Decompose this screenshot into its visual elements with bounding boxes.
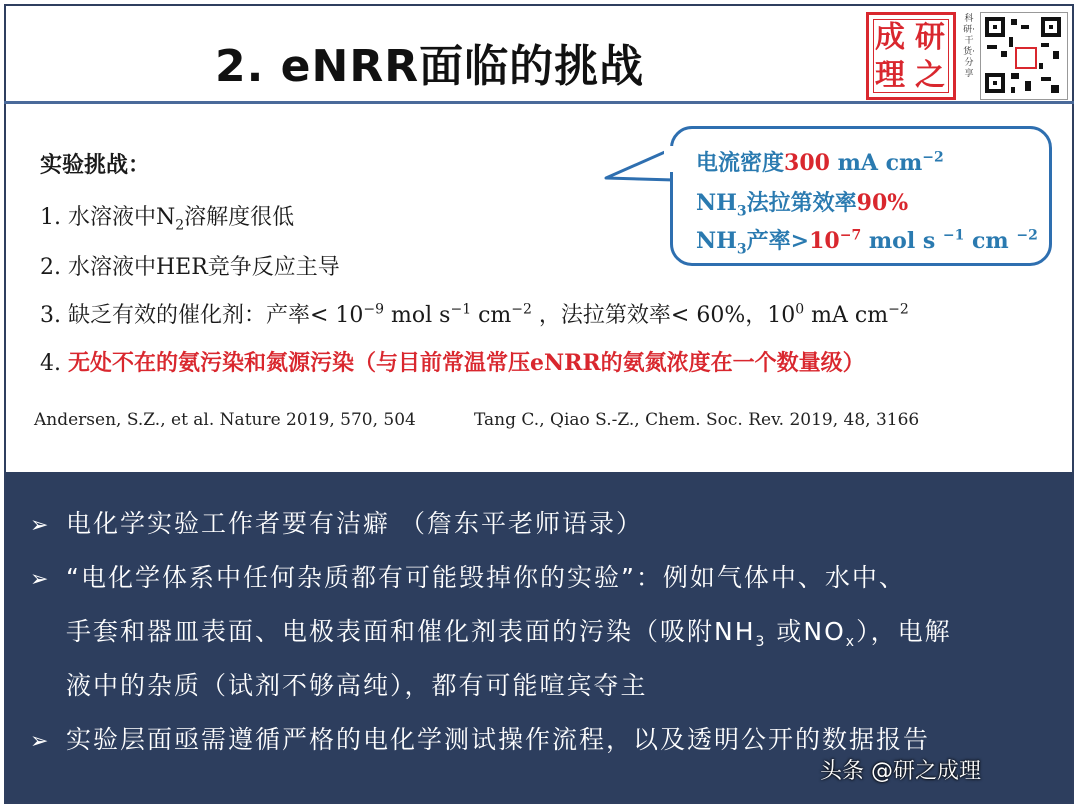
- challenge-item-2: 2. 水溶液中HER竞争反应主导: [40, 255, 340, 280]
- slide-title: 2. eNRR面临的挑战: [215, 41, 645, 92]
- callout-faradaic-efficiency: $NH_3$法拉第效率90%: [696, 190, 909, 220]
- qr-code-icon: [980, 12, 1068, 100]
- callout-yield-rate: $NH_3$产率$>10^{-7}$ mol s $^{-1}$ cm $^{-2}$: [696, 227, 1038, 258]
- logo-seal: 成 研 理 之: [866, 12, 956, 100]
- arrow-bullet-icon: ➢: [30, 513, 51, 538]
- key-point-1: ➢ 电化学实验工作者要有洁癖 （詹东平老师语录）: [30, 509, 643, 538]
- challenge-item-1: 1. 水溶液中$N_2$溶解度很低: [40, 205, 295, 234]
- key-points-panel: [6, 472, 1072, 802]
- source-watermark: 头条 @研之成理: [820, 759, 981, 784]
- callout-current-density: 电流密度300 mA $cm^{-2}$: [696, 149, 944, 176]
- arrow-bullet-icon: ➢: [30, 729, 51, 754]
- key-point-2-line-2: 手套和器皿表面、电极表面和催化剂表面的污染（吸附$NH_3$ 或$NO_x$），电解: [66, 617, 952, 650]
- reference-1: Andersen, S.Z., et al. Nature 2019, 570, 504: [34, 410, 416, 430]
- challenges-heading: 实验挑战：: [40, 152, 151, 178]
- arrow-bullet-icon: ➢: [30, 567, 51, 592]
- reference-2: Tang C., Qiao S.-Z., Chem. Soc. Rev. 2019, 48, 3166: [474, 410, 920, 430]
- challenge-item-3: 3. 缺乏有效的催化剂：产率< $10^{-9}$ mol $s^{-1}$ $cm^{-2}$ ，法拉第效率< 60%，$10^0$ mA $cm^{-2}$: [40, 301, 909, 328]
- logo-motto: 科研·干货·分享: [963, 14, 975, 79]
- key-point-2: ➢ “电化学体系中任何杂质都有可能毁掉你的实验”：例如气体中、水中、: [30, 563, 906, 592]
- challenge-item-4: 4. 无处不在的氨污染和氮源污染（与目前常温常压eNRR的氨氮浓度在一个数量级）: [40, 350, 865, 376]
- key-point-3: ➢ 实验层面亟需遵循严格的电化学测试操作流程，以及透明公开的数据报告: [30, 725, 931, 754]
- key-point-2-line-3: 液中的杂质（试剂不够高纯），都有可能喧宾夺主: [66, 671, 648, 700]
